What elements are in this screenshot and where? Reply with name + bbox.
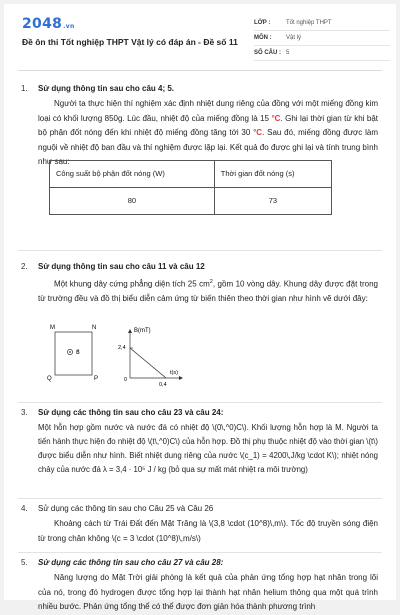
question-heading: Sử dụng thông tin sau cho câu 11 và câu 12 bbox=[38, 262, 205, 271]
unit-celsius: °C bbox=[271, 113, 281, 123]
corner-label-p: P bbox=[94, 376, 99, 382]
question-number: 5. bbox=[21, 558, 28, 567]
corner-label-q: Q bbox=[47, 376, 52, 382]
meta-key: LỚP : bbox=[254, 20, 271, 26]
table-header-cell: Thời gian đốt nóng (s) bbox=[214, 161, 331, 188]
superscript: 2 bbox=[209, 279, 213, 285]
question-divider bbox=[18, 402, 382, 403]
question-number: 4. bbox=[21, 504, 28, 513]
logo-suffix: .vn bbox=[63, 23, 75, 30]
body-text: . Sau đó, miếng đồng được làm nguội về nhiệt độ ban đầu và thí nghiệm được lặp lại. Kết quả đo được ghi lại và tính trung bình như sau: bbox=[38, 128, 378, 166]
question-body: Một hỗn hợp gồm nước và nước đá có nhiệt độ \(0\,^0)C\). Khối lượng hỗn hợp là M. Người ta tiến hành thực hiện đo nhiệt độ \(t\,^0)C\) của hỗn hợp. Đồ thị phụ thuộc nhiệt độ vào thời gian \(t\) được biểu diễn như hình. Biết nhiệt dung riêng của nước \(c_1) = 4200\,J/kg \cdot K\); nhiệt nóng chảy của nước đá λ = 3,4 · 10⁵ J / kg (bỏ qua sự mất mát nhiệt ra môi trường) bbox=[38, 423, 378, 474]
table-cell: 80 bbox=[50, 188, 215, 215]
body-text: . Ghi lại thời gian từ khi bật bộ phận đốt nóng đến khi nhiệt độ miếng đồng tăng tới 30 bbox=[38, 113, 378, 137]
unit-celsius: °C bbox=[253, 128, 263, 137]
question-3 bbox=[4, 406, 396, 488]
table-row bbox=[50, 188, 332, 215]
page-header bbox=[4, 4, 396, 70]
logo-text: 2048 bbox=[22, 16, 63, 32]
question-body: Khoảng cách từ Trái Đất đến Mặt Trăng là \(3,8 \cdot (10^8)\,m\). Tốc độ truyền sóng điện từ trong chân không \(c = 3 \cdot (10^8)\,m/s\) bbox=[38, 519, 378, 543]
meta-value: 5 bbox=[286, 50, 290, 56]
x-axis-label: t(s) bbox=[170, 370, 178, 376]
header-divider bbox=[18, 70, 382, 71]
meta-row-subject bbox=[254, 31, 390, 46]
meta-row-class bbox=[254, 16, 390, 31]
question-body bbox=[38, 275, 378, 307]
coil-frame bbox=[55, 332, 92, 375]
table-cell: 73 bbox=[214, 188, 331, 215]
corner-label-n: N bbox=[92, 325, 97, 331]
exam-meta bbox=[254, 16, 390, 61]
data-table bbox=[49, 160, 332, 215]
y-tick-label: 2,4 bbox=[118, 345, 126, 351]
meta-key: MÔN : bbox=[254, 35, 272, 41]
question-number: 2. bbox=[21, 262, 28, 271]
question-number: 1. bbox=[21, 84, 28, 93]
question-divider bbox=[18, 552, 382, 553]
document-page bbox=[4, 4, 396, 611]
field-graph-line bbox=[130, 348, 166, 378]
question-body: Năng lượng do Mặt Trời giải phóng là kết quả của phản ứng tổng hợp hạt nhân trong lõi của nó, trong đó hydrogen được tổng hợp lại thành hạt nhân helium thông qua một quá trình nhiều bước. Phản ứng tổng thể có thể được đơn giản hóa thành phương trình bbox=[38, 573, 378, 611]
x-tick-label: 0,4 bbox=[159, 382, 167, 388]
question-divider bbox=[18, 498, 382, 499]
meta-row-count bbox=[254, 46, 390, 61]
coil-and-graph-figure bbox=[42, 326, 202, 392]
body-text: , gồm 10 vòng dây. Khung dây được đặt trong từ trường đều và đồ thị biểu diễn cảm ứng từ biến thiên theo thời gian như hình vẽ dưới đây: bbox=[38, 279, 378, 304]
meta-value: Vật lý bbox=[286, 35, 302, 41]
x-axis-arrow-icon bbox=[179, 376, 183, 380]
origin-label: 0 bbox=[124, 377, 128, 383]
exam-title: Đề ôn thi Tốt nghiệp THPT Vật lý có đáp án - Đề số 11 bbox=[22, 37, 238, 47]
y-axis-arrow-icon bbox=[128, 329, 132, 333]
field-label: B⃗ bbox=[76, 350, 80, 356]
question-heading: Sử dụng các thông tin sau cho Câu 25 và Câu 26 bbox=[38, 504, 214, 513]
question-5 bbox=[4, 556, 396, 611]
question-divider bbox=[18, 250, 382, 251]
question-2 bbox=[4, 260, 396, 390]
table-header-row bbox=[50, 161, 332, 188]
question-body bbox=[38, 97, 378, 170]
question-heading: Sử dụng các thông tin sau cho câu 23 và câu 24: bbox=[38, 408, 224, 417]
site-logo[interactable] bbox=[22, 16, 75, 32]
corner-label-m: M bbox=[50, 325, 55, 331]
question-heading: Sử dụng các thông tin sau cho câu 27 và câu 28: bbox=[38, 558, 224, 567]
question-number: 3. bbox=[21, 408, 28, 417]
y-axis-label: B(mT) bbox=[134, 328, 151, 334]
field-dot-icon bbox=[69, 351, 71, 353]
question-1 bbox=[4, 82, 396, 238]
body-text: Người ta thực hiện thí nghiệm xác định nhiệt dung riêng của đồng với một miếng đồng kim loại có khối lượng 850g. Lúc đầu, nhiệt độ của miếng đồng là 15 bbox=[38, 99, 378, 123]
meta-value: Tốt nghiệp THPT bbox=[286, 20, 332, 26]
question-heading: Sử dụng thông tin sau cho câu 4; 5. bbox=[38, 84, 175, 93]
body-text: Một khung dây cứng phẳng diện tích 25 cm bbox=[54, 279, 210, 289]
table-header-cell: Công suất bộ phận đốt nóng (W) bbox=[50, 161, 215, 188]
question-4 bbox=[4, 502, 396, 548]
meta-key: SỐ CÂU : bbox=[254, 50, 281, 56]
